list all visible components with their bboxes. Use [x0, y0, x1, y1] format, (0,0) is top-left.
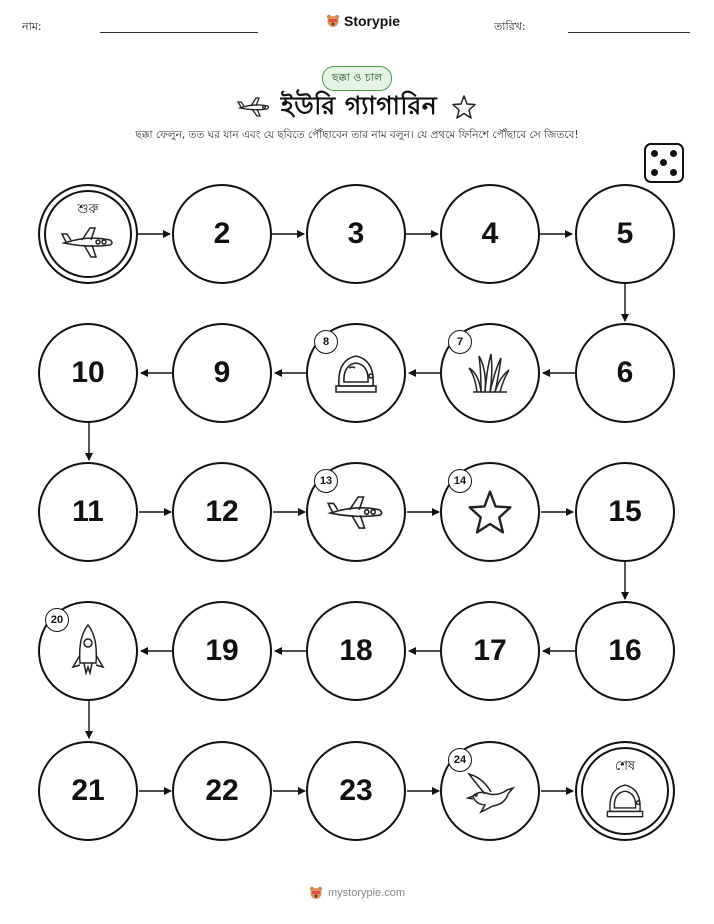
bear-logo-icon — [309, 886, 323, 900]
star-icon — [466, 488, 514, 536]
helmet-icon — [603, 778, 647, 822]
board-cell-11: 11 — [38, 462, 138, 562]
board-cell-9: 9 — [172, 323, 272, 423]
name-label: নাম: — [22, 20, 42, 33]
cell-number-24: 24 — [448, 748, 472, 772]
instructions: ছক্কা ফেলুন, তত ঘর যান এবং যে ছবিতে পৌঁছাবেন তার নাম বলুন। যে প্রথমে ফিনিশে পৌঁছাবে সে জিতবে! — [135, 129, 579, 141]
board-cell-2: 2 — [172, 184, 272, 284]
airplane-icon — [60, 225, 116, 259]
board-cell-5: 5 — [575, 184, 675, 284]
bird-icon — [463, 772, 517, 818]
board-cell-19: 19 — [172, 601, 272, 701]
cell-number-13: 13 — [314, 469, 338, 493]
date-label: তারিখ: — [494, 20, 526, 33]
grass-icon — [465, 348, 515, 398]
airplane-icon — [326, 492, 386, 532]
footer-url[interactable]: mystorypie.com — [327, 887, 406, 899]
board-cell-start — [38, 184, 138, 284]
cell-number-20: 20 — [45, 608, 69, 632]
board-cell-22: 22 — [172, 741, 272, 841]
board-cell-21: 21 — [38, 741, 138, 841]
board-cell-15: 15 — [575, 462, 675, 562]
board-cell-17: 17 — [440, 601, 540, 701]
title-text: ইউরি গ্যাগারিন — [280, 91, 438, 120]
cell-number-7: 7 — [448, 330, 472, 354]
game-type-badge: ছক্কা ও চাল — [322, 66, 392, 91]
board-cell-23: 23 — [306, 741, 406, 841]
board-cell-finish — [575, 741, 675, 841]
brand-name: Storypie — [344, 13, 401, 29]
board-cell-18: 18 — [306, 601, 406, 701]
board-cell-6: 6 — [575, 323, 675, 423]
helmet-icon — [331, 348, 381, 398]
start-label: শুরু — [77, 201, 99, 216]
cell-number-8: 8 — [314, 330, 338, 354]
board-cell-10: 10 — [38, 323, 138, 423]
footer — [0, 886, 714, 900]
board-cell-16: 16 — [575, 601, 675, 701]
cell-number-14: 14 — [448, 469, 472, 493]
finish-label: শেষ — [614, 758, 636, 773]
board-cell-3: 3 — [306, 184, 406, 284]
board-cell-4: 4 — [440, 184, 540, 284]
board-cell-12: 12 — [172, 462, 272, 562]
rocket-icon — [68, 621, 108, 681]
